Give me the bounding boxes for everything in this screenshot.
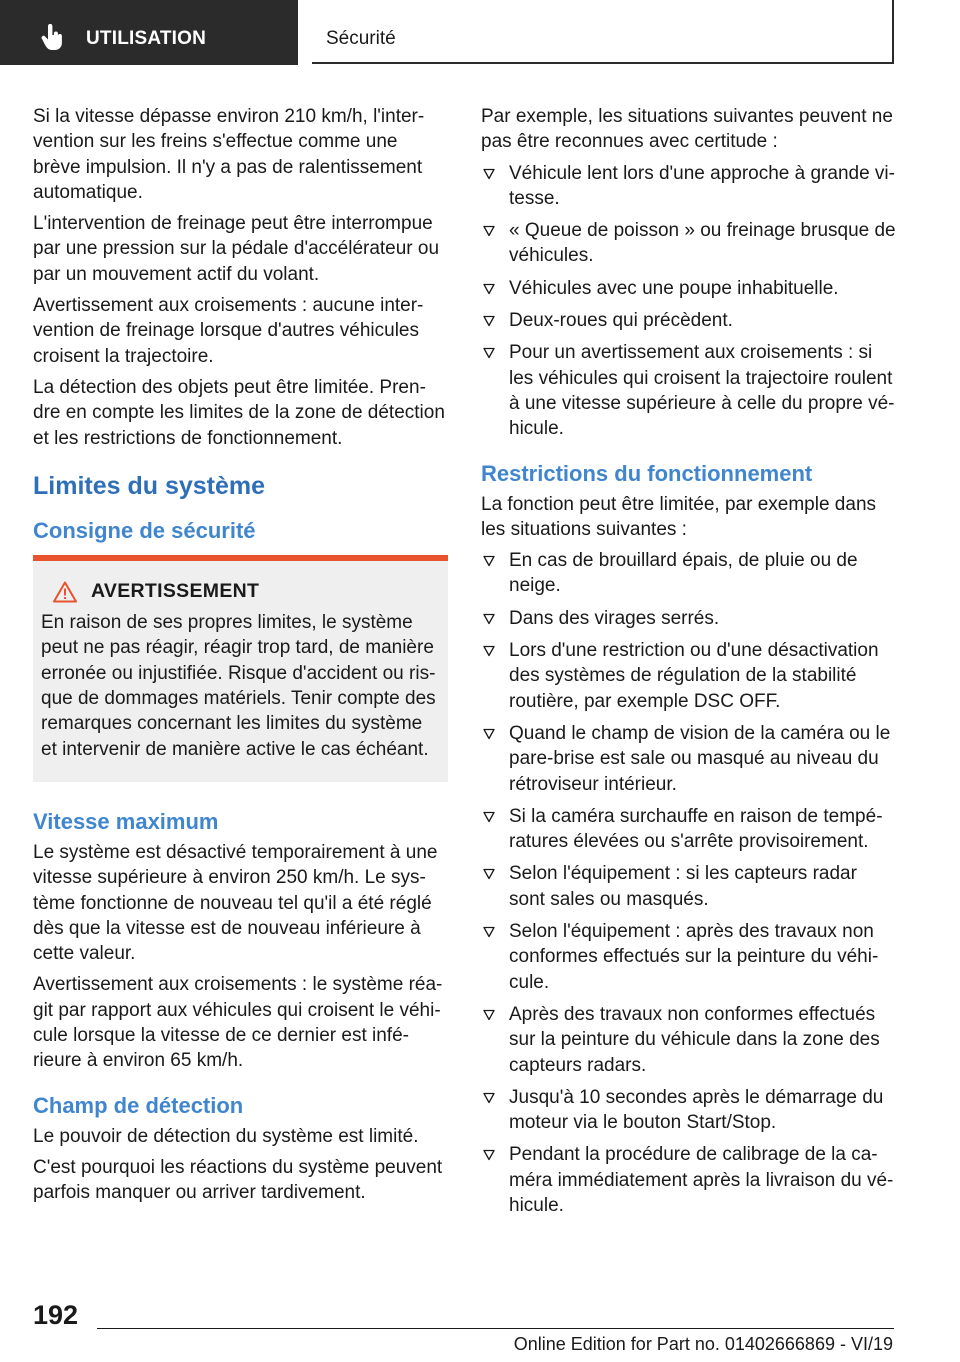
triangle-bullet-icon [483, 168, 495, 180]
list-item: Jusqu'à 10 secondes après le démarrage du moteur via le bouton Start/Stop. [481, 1085, 896, 1136]
restrictions-list [481, 548, 896, 1218]
triangle-bullet-icon [483, 728, 495, 740]
triangle-bullet-icon [483, 347, 495, 359]
list-item: Selon l'équipement : après des travaux non conformes effectués sur la peinture du véhi‐ cule. [481, 919, 896, 995]
list-item: « Queue de poisson » ou freinage brusque de véhicules. [481, 218, 896, 269]
triangle-bullet-icon [483, 283, 495, 295]
paragraph: Par exemple, les situations suivantes peuvent ne pas être reconnues avec certitude : [481, 106, 893, 153]
edition-note: Online Edition for Part no. 01402666869 - VI/19 [513, 1334, 893, 1354]
list-item: Pendant la procédure de calibrage de la ca‐ méra immédiatement après la livraison du vé‐ hicule. [481, 1142, 896, 1218]
list-item: Selon l'équipement : si les capteurs radar sont sales ou masqués. [481, 861, 896, 912]
section-title: UTILISATION [86, 28, 207, 49]
triangle-bullet-icon [483, 645, 495, 657]
heading-system-limits: Limites du système [33, 471, 266, 500]
heading-safety-notice: Consigne de sécurité [33, 517, 256, 543]
triangle-bullet-icon [483, 225, 495, 237]
triangle-bullet-icon [483, 926, 495, 938]
hand-pointer-icon [40, 24, 66, 52]
list-item: Véhicules avec une poupe inhabituelle. [481, 276, 896, 301]
triangle-bullet-icon [483, 1092, 495, 1104]
chapter-tab [312, 0, 894, 64]
warning-title: AVERTISSEMENT [91, 579, 260, 602]
triangle-bullet-icon [483, 868, 495, 880]
paragraph: L'intervention de freinage peut être interrompue par une pression sur la pédale d'accélérateur ou par un mouvement actif du volant. [33, 213, 440, 285]
paragraph: Avertissement aux croisements : le système réa‐ git par rapport aux véhicules qui croisent le véhi‐ cule lorsque la vitesse de ce dernier est infé‐ rieure à environ 65 km/h. [33, 974, 443, 1072]
paragraph: Avertissement aux croisements : aucune inter‐ vention de freinage lorsque d'autres véhicules croisent la trajectoire. [33, 295, 424, 367]
list-item: Quand le champ de vision de la caméra ou le pare-brise est sale ou masqué au niveau du rétroviseur intérieur. [481, 721, 896, 797]
triangle-bullet-icon [483, 613, 495, 625]
right-column [481, 104, 896, 1225]
paragraph: Le système est désactivé temporairement à une vitesse supérieure à environ 250 km/h. Le sys‐ tème fonctionne de nouveau tel qu'il a été réglé dès que la vitesse est de nouveau inférieure à cette valeur. [33, 841, 438, 965]
triangle-bullet-icon [483, 1149, 495, 1161]
warning-box [33, 555, 448, 782]
chapter-title: Sécurité [326, 28, 396, 49]
list-item: Dans des virages serrés. [481, 606, 896, 631]
list-item: Après des travaux non conformes effectués sur la peinture du véhicule dans la zone des capteurs radars. [481, 1002, 896, 1078]
list-item: Si la caméra surchauffe en raison de tempé‐ ratures élevées ou s'arrête provisoirement. [481, 804, 896, 855]
paragraph: Si la vitesse dépasse environ 210 km/h, l'inter‐ vention sur les freins s'effectue comme une brève impulsion. Il n'y a pas de ralentissement automatique. [33, 106, 425, 203]
list-item: En cas de brouillard épais, de pluie ou de neige. [481, 548, 896, 599]
triangle-bullet-icon [483, 555, 495, 567]
triangle-bullet-icon [483, 811, 495, 823]
list-item: Deux-roues qui précèdent. [481, 308, 896, 333]
list-item: Pour un avertissement aux croisements : si les véhicules qui croisent la trajectoire roulent à une vitesse supérieure à celle du propre vé‐ hicule. [481, 340, 896, 441]
paragraph: La fonction peut être limitée, par exemple dans les situations suivantes : [481, 493, 877, 540]
triangle-bullet-icon [483, 1009, 495, 1021]
paragraph: C'est pourquoi les réactions du système peuvent parfois manquer ou arriver tardivement. [33, 1156, 443, 1204]
warning-triangle-icon [53, 581, 77, 603]
paragraph: Le pouvoir de détection du système est limité. [33, 1125, 419, 1147]
triangle-bullet-icon [483, 315, 495, 327]
situations-list [481, 161, 896, 442]
list-item: Véhicule lent lors d'une approche à grande vi‐ tesse. [481, 161, 896, 212]
footer-divider [97, 1328, 894, 1329]
section-tab [0, 0, 298, 65]
heading-detection-field: Champ de détection [33, 1092, 244, 1118]
paragraph: La détection des objets peut être limitée. Pren‐ dre en compte les limites de la zone de détection et les restrictions de fonctionnement. [33, 376, 445, 449]
heading-restrictions: Restrictions du fonctionnement [481, 460, 813, 486]
left-column [33, 104, 448, 1212]
list-item: Lors d'une restriction ou d'une désactivation des systèmes de régulation de la stabilité routière, par exemple DSC OFF. [481, 638, 896, 714]
warning-text: En raison de ses propres limites, le système peut ne pas réagir, réagir trop tard, de manière erronée ou injustifiée. Risque d'accident ou ris‐ que de dommages matériels. Tenir compte des remarques concernant les limites du système et intervenir de manière active le cas échéant. [41, 612, 436, 760]
heading-max-speed: Vitesse maximum [33, 808, 219, 834]
warning-header [41, 579, 440, 604]
page-number: 192 [33, 1300, 79, 1330]
